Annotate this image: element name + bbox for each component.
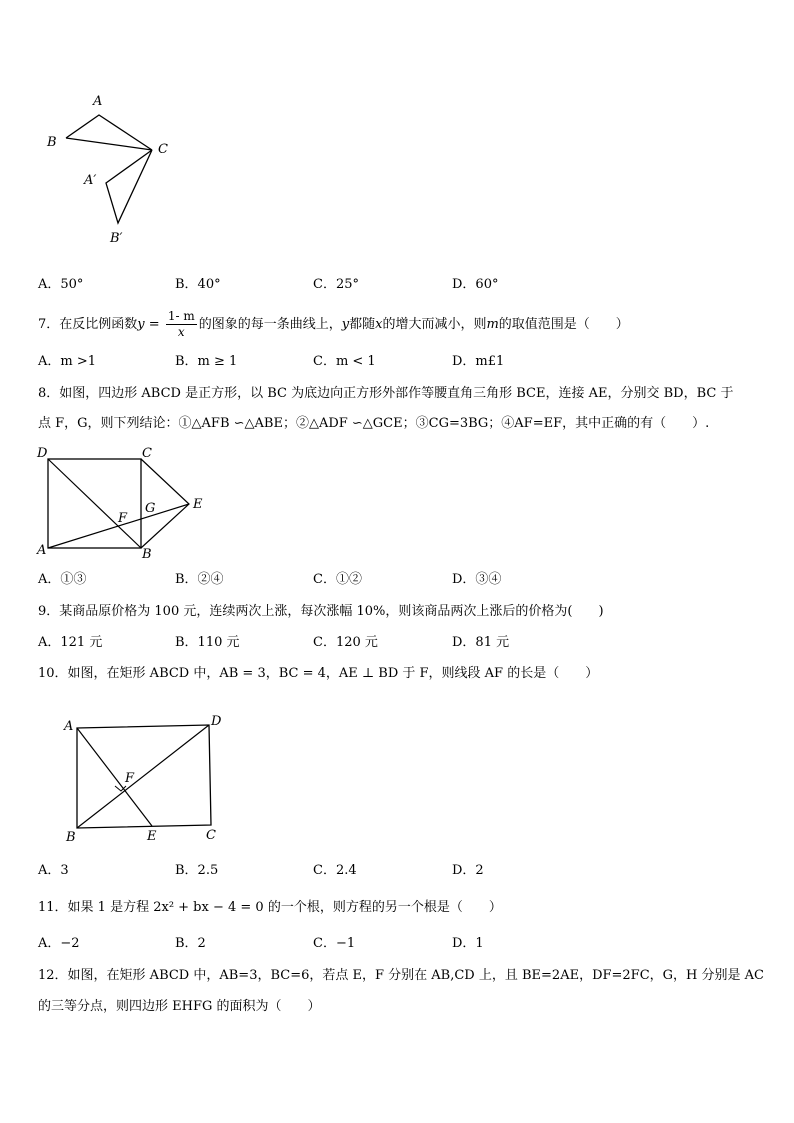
q7-stem	[38, 309, 629, 341]
q8-line-1: 8．如图，四边形 ABCD 是正方形，以 BC 为底边向正方形外部作等腰直角三角形 BCE，连接 AE，分别交 BD，BC 于	[38, 386, 734, 401]
q10-option-d[interactable]: D．2	[452, 863, 484, 878]
q8-option-a[interactable]: A．①③	[38, 572, 87, 587]
fig8-label-f: F	[118, 511, 128, 526]
fig8-label-g: G	[145, 501, 156, 516]
q8-option-b[interactable]: B．②④	[175, 572, 224, 587]
q6-option-c[interactable]: C．25°	[313, 277, 359, 292]
q7-text-pre: 7．在反比例函数	[38, 317, 138, 332]
q7-text-mid1: 的图象的每一条曲线上，	[198, 317, 342, 332]
fig1-triangle-a1b1c	[106, 150, 152, 223]
fig10-label-c: C	[206, 828, 216, 843]
q7-var-m: m	[486, 317, 499, 332]
q7-option-d[interactable]: D．m£1	[452, 354, 505, 369]
q8-line-2: 点 F，G，则下列结论：①△AFB ∽△ABE；②△ADF ∽△GCE；③CG=3BG；④AF=EF，其中正确的有（ ）.	[38, 416, 710, 431]
fig8-label-a: A	[37, 543, 47, 558]
fig10-diagonal-bd	[77, 725, 209, 828]
fig10-segment-ae	[77, 728, 152, 826]
fig8-label-e: E	[193, 497, 203, 512]
q7-text-post: 的取值范围是（ ）	[498, 317, 629, 332]
q7-frac-den: x	[177, 325, 185, 339]
q9-option-a[interactable]: A．121 元	[38, 635, 103, 650]
fig8-label-c: C	[142, 446, 152, 461]
q6-option-a[interactable]: A．50°	[38, 277, 84, 292]
q7-var-y2: y	[341, 317, 350, 332]
q6-option-b[interactable]: B．40°	[175, 277, 221, 292]
q9-option-d[interactable]: D．81 元	[452, 635, 510, 650]
q12-line-2: 的三等分点，则四边形 EHFG 的面积为（ ）	[38, 999, 321, 1014]
fig10-label-e: E	[147, 829, 157, 844]
q10-option-a[interactable]: A．3	[38, 863, 69, 878]
q7-var-y: y	[137, 317, 145, 332]
q7-text-mid2: 都随	[349, 317, 376, 332]
fig8-diagonal-bd	[48, 459, 141, 548]
q11-option-c[interactable]: C．−1	[313, 936, 356, 951]
fig1-label-c: C	[158, 142, 168, 157]
q6-option-d[interactable]: D．60°	[452, 277, 499, 292]
fig1-label-b: B	[47, 135, 57, 150]
fig1-label-a1: A′	[84, 173, 97, 188]
q7-option-b[interactable]: B．m ≥ 1	[175, 354, 238, 369]
fig8-label-d: D	[37, 446, 48, 461]
q8-option-c[interactable]: C．①②	[313, 572, 362, 587]
fig10-label-d: D	[211, 714, 222, 729]
q9-option-c[interactable]: C．120 元	[313, 635, 378, 650]
fig1-label-b1: B′	[110, 231, 123, 246]
q7-text-mid3: 的增大而减小，则	[382, 317, 487, 332]
q10-option-b[interactable]: B．2.5	[175, 863, 219, 878]
q9-option-b[interactable]: B．110 元	[175, 635, 240, 650]
q7-fraction	[166, 309, 197, 340]
q7-frac-num: 1- m	[167, 309, 195, 323]
q11-option-d[interactable]: D．1	[452, 936, 484, 951]
fig10-label-a: A	[64, 719, 74, 734]
q8-option-d[interactable]: D．③④	[452, 572, 502, 587]
q11-option-a[interactable]: A．−2	[38, 936, 80, 951]
q7-option-a[interactable]: A．m >1	[38, 354, 97, 369]
q7-option-c[interactable]: C．m < 1	[313, 354, 376, 369]
fig10-label-b: B	[66, 830, 76, 845]
q11-option-b[interactable]: B．2	[175, 936, 206, 951]
fig1-triangle-abc	[66, 115, 152, 150]
q12-line-1: 12．如图，在矩形 ABCD 中，AB=3，BC=6，若点 E，F 分别在 AB,CD 上，且 BE=2AE，DF=2FC，G，H 分别是 AC	[38, 968, 764, 983]
figure-q8	[34, 444, 214, 562]
fig1-label-a: A	[93, 94, 103, 109]
q11-stem: 11．如果 1 是方程 2x² + bx − 4 = 0 的一个根，则方程的另一个根是（ ）	[38, 900, 502, 915]
fig10-label-f: F	[125, 771, 135, 786]
q7-var-x: x	[375, 317, 383, 332]
q10-option-c[interactable]: C．2.4	[313, 863, 357, 878]
q9-stem: 9．某商品原价格为 100 元，连续两次上涨，每次涨幅 10%，则该商品两次上涨后的价格为( )	[38, 604, 604, 619]
figure-q6	[40, 88, 190, 248]
q10-stem: 10．如图，在矩形 ABCD 中，AB = 3，BC = 4，AE ⊥ BD 于 F，则线段 AF 的长是（ ）	[38, 666, 599, 681]
q7-eq: =	[144, 317, 164, 332]
fig8-label-b: B	[142, 547, 152, 562]
figure-q10	[60, 708, 230, 846]
